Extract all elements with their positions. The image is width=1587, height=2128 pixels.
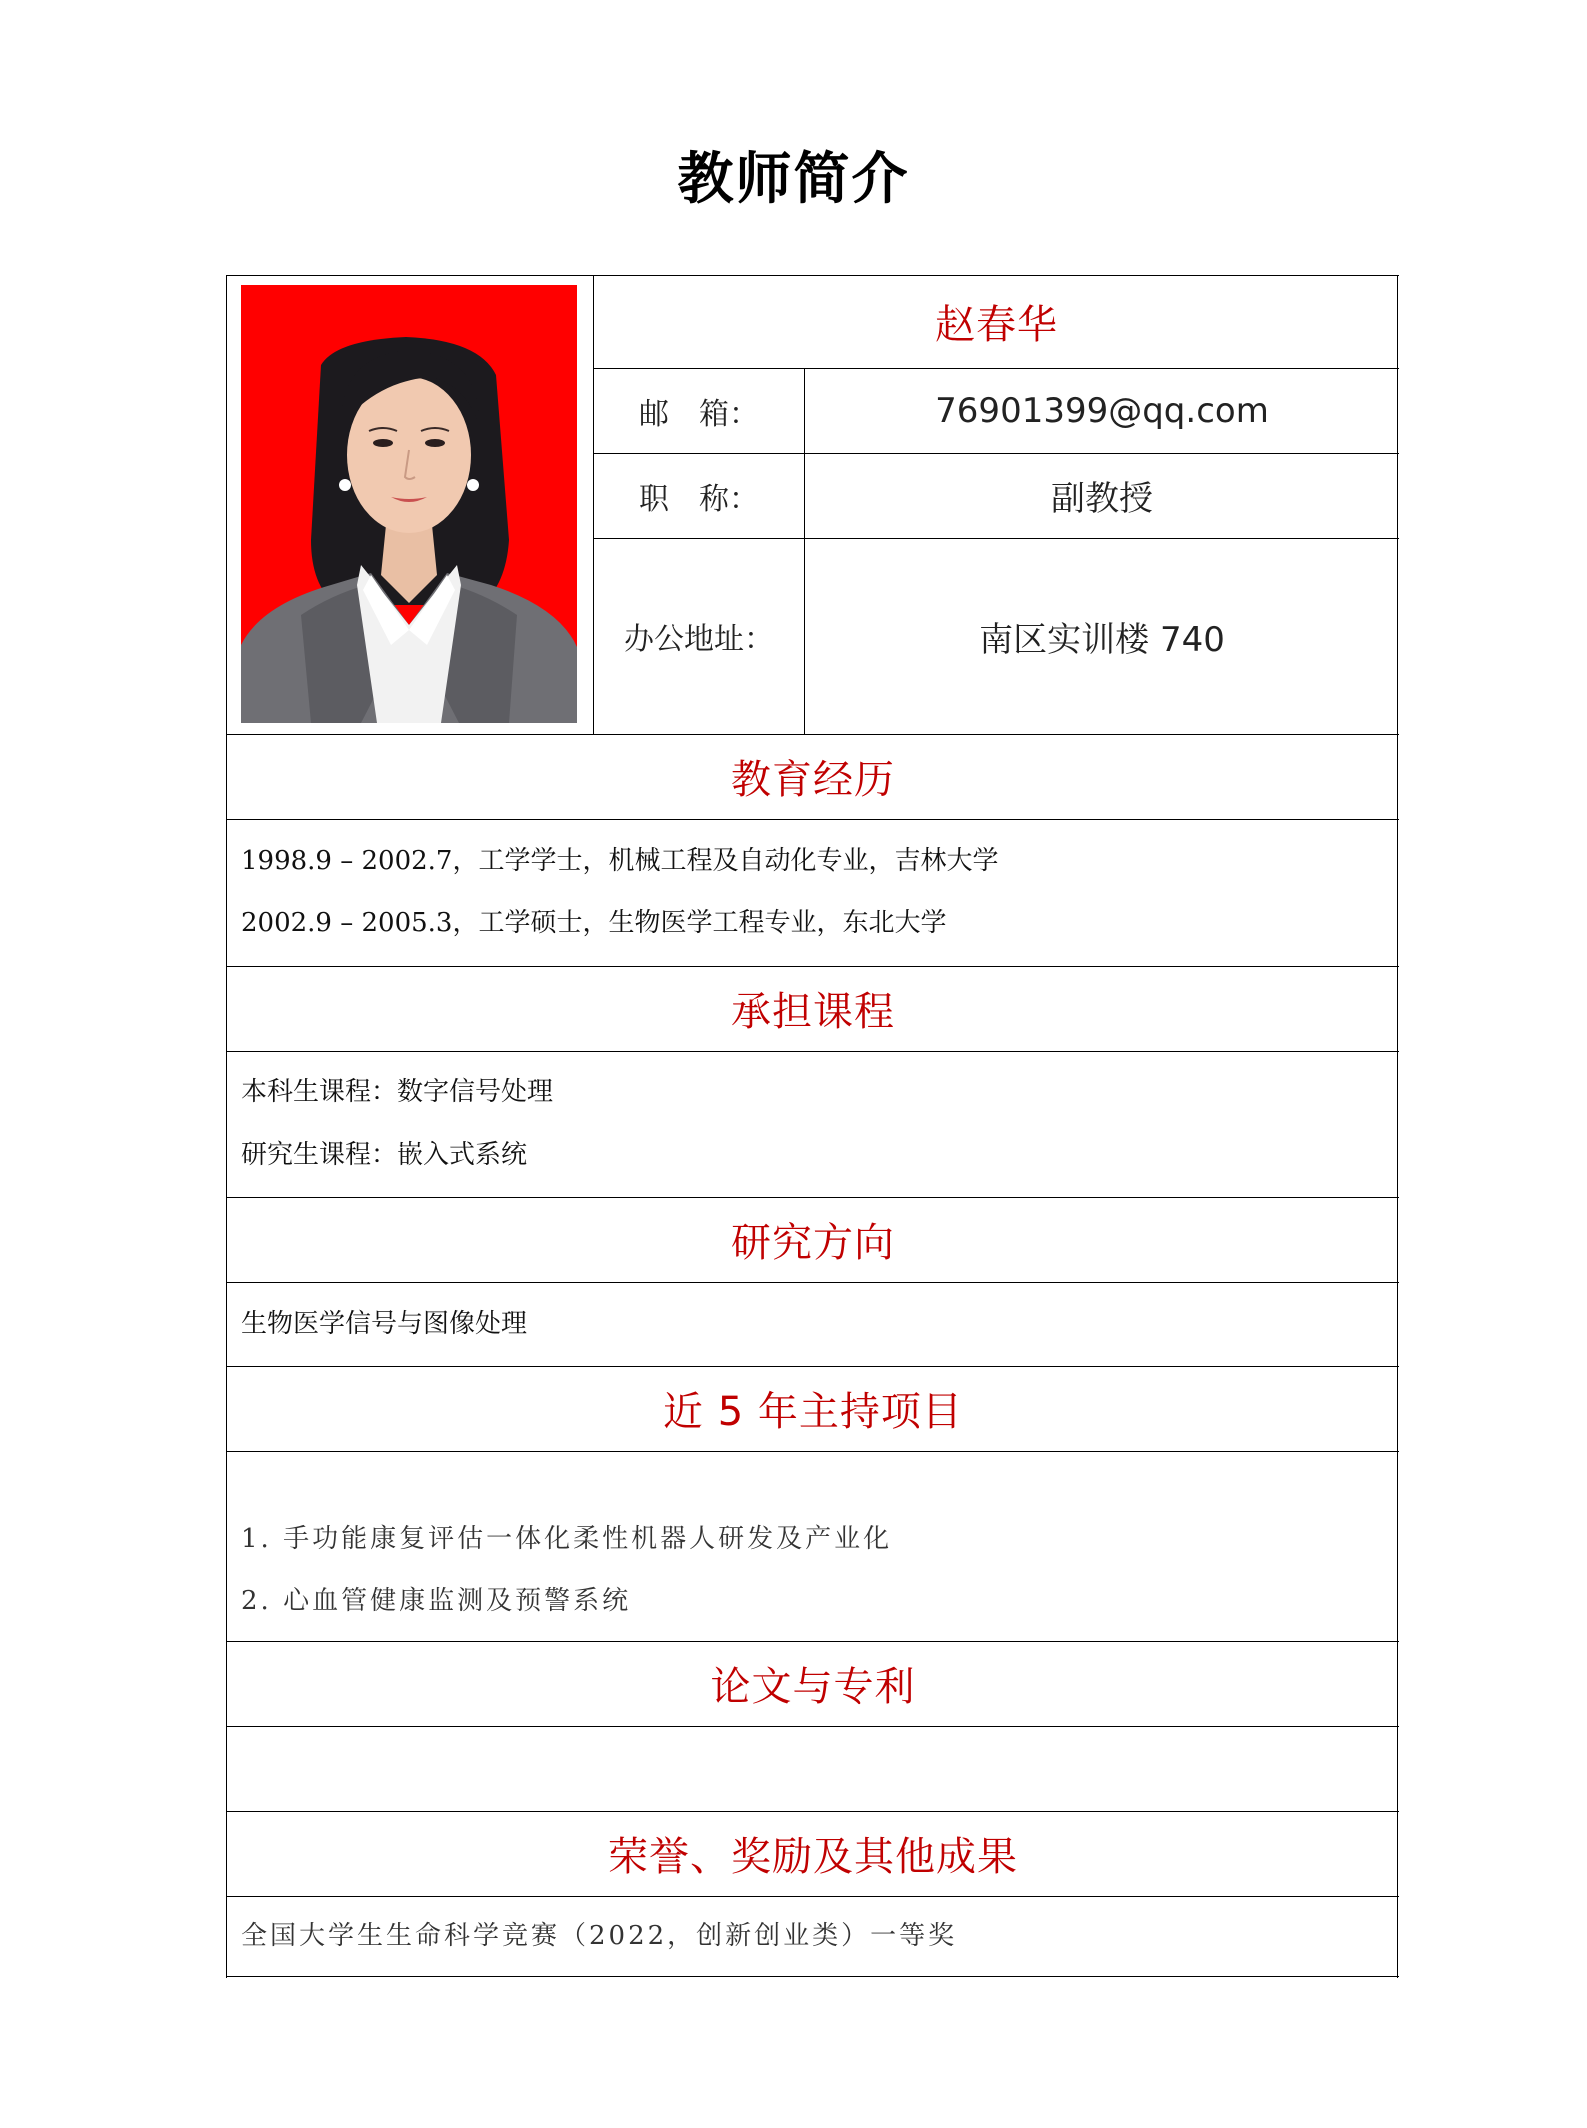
divider <box>227 819 1399 820</box>
section-heading-papers: 论文与专利 <box>710 1664 916 1710</box>
project-line: 1. 手功能康复评估一体化柔性机器人研发及产业化 <box>241 1524 893 1554</box>
teacher-name: 赵春华 <box>935 302 1058 348</box>
divider <box>227 1282 1399 1283</box>
research-line: 生物医学信号与图像处理 <box>241 1309 528 1339</box>
honor-line: 全国大学生生命科学竞赛（2022，创新创业类）一等奖 <box>241 1921 958 1951</box>
section-heading-honors: 荣誉、奖励及其他成果 <box>608 1834 1018 1880</box>
profile-photo <box>241 285 577 723</box>
papers-content-empty <box>227 1726 1399 1811</box>
section-heading-courses: 承担课程 <box>731 989 895 1035</box>
section-heading-projects: 近 5 年主持项目 <box>663 1389 963 1435</box>
project-line: 2. 心血管健康监测及预警系统 <box>241 1586 632 1616</box>
education-line: 2002.9 – 2005.3，工学硕士，生物医学工程专业，东北大学 <box>241 908 947 938</box>
divider <box>227 1051 1399 1052</box>
course-line: 研究生课程：嵌入式系统 <box>241 1140 528 1170</box>
office-value: 南区实训楼 740 <box>979 619 1225 660</box>
email-value: 76901399@qq.com <box>935 390 1269 431</box>
divider <box>227 1896 1399 1897</box>
office-label: 办公地址： <box>624 622 774 657</box>
profile-table <box>226 275 1398 1978</box>
section-heading-research: 研究方向 <box>731 1220 895 1266</box>
divider <box>227 1451 1399 1452</box>
education-line: 1998.9 – 2002.7，工学学士，机械工程及自动化专业，吉林大学 <box>241 846 999 876</box>
portrait-image <box>241 285 577 723</box>
title-label: 职 称： <box>639 481 759 517</box>
email-label: 邮 箱： <box>639 396 759 432</box>
page-title: 教师简介 <box>677 147 910 212</box>
title-value: 副教授 <box>1051 479 1153 519</box>
section-heading-education: 教育经历 <box>731 757 895 803</box>
table-border-bottom <box>227 1976 1399 1977</box>
course-line: 本科生课程：数字信号处理 <box>241 1077 554 1107</box>
